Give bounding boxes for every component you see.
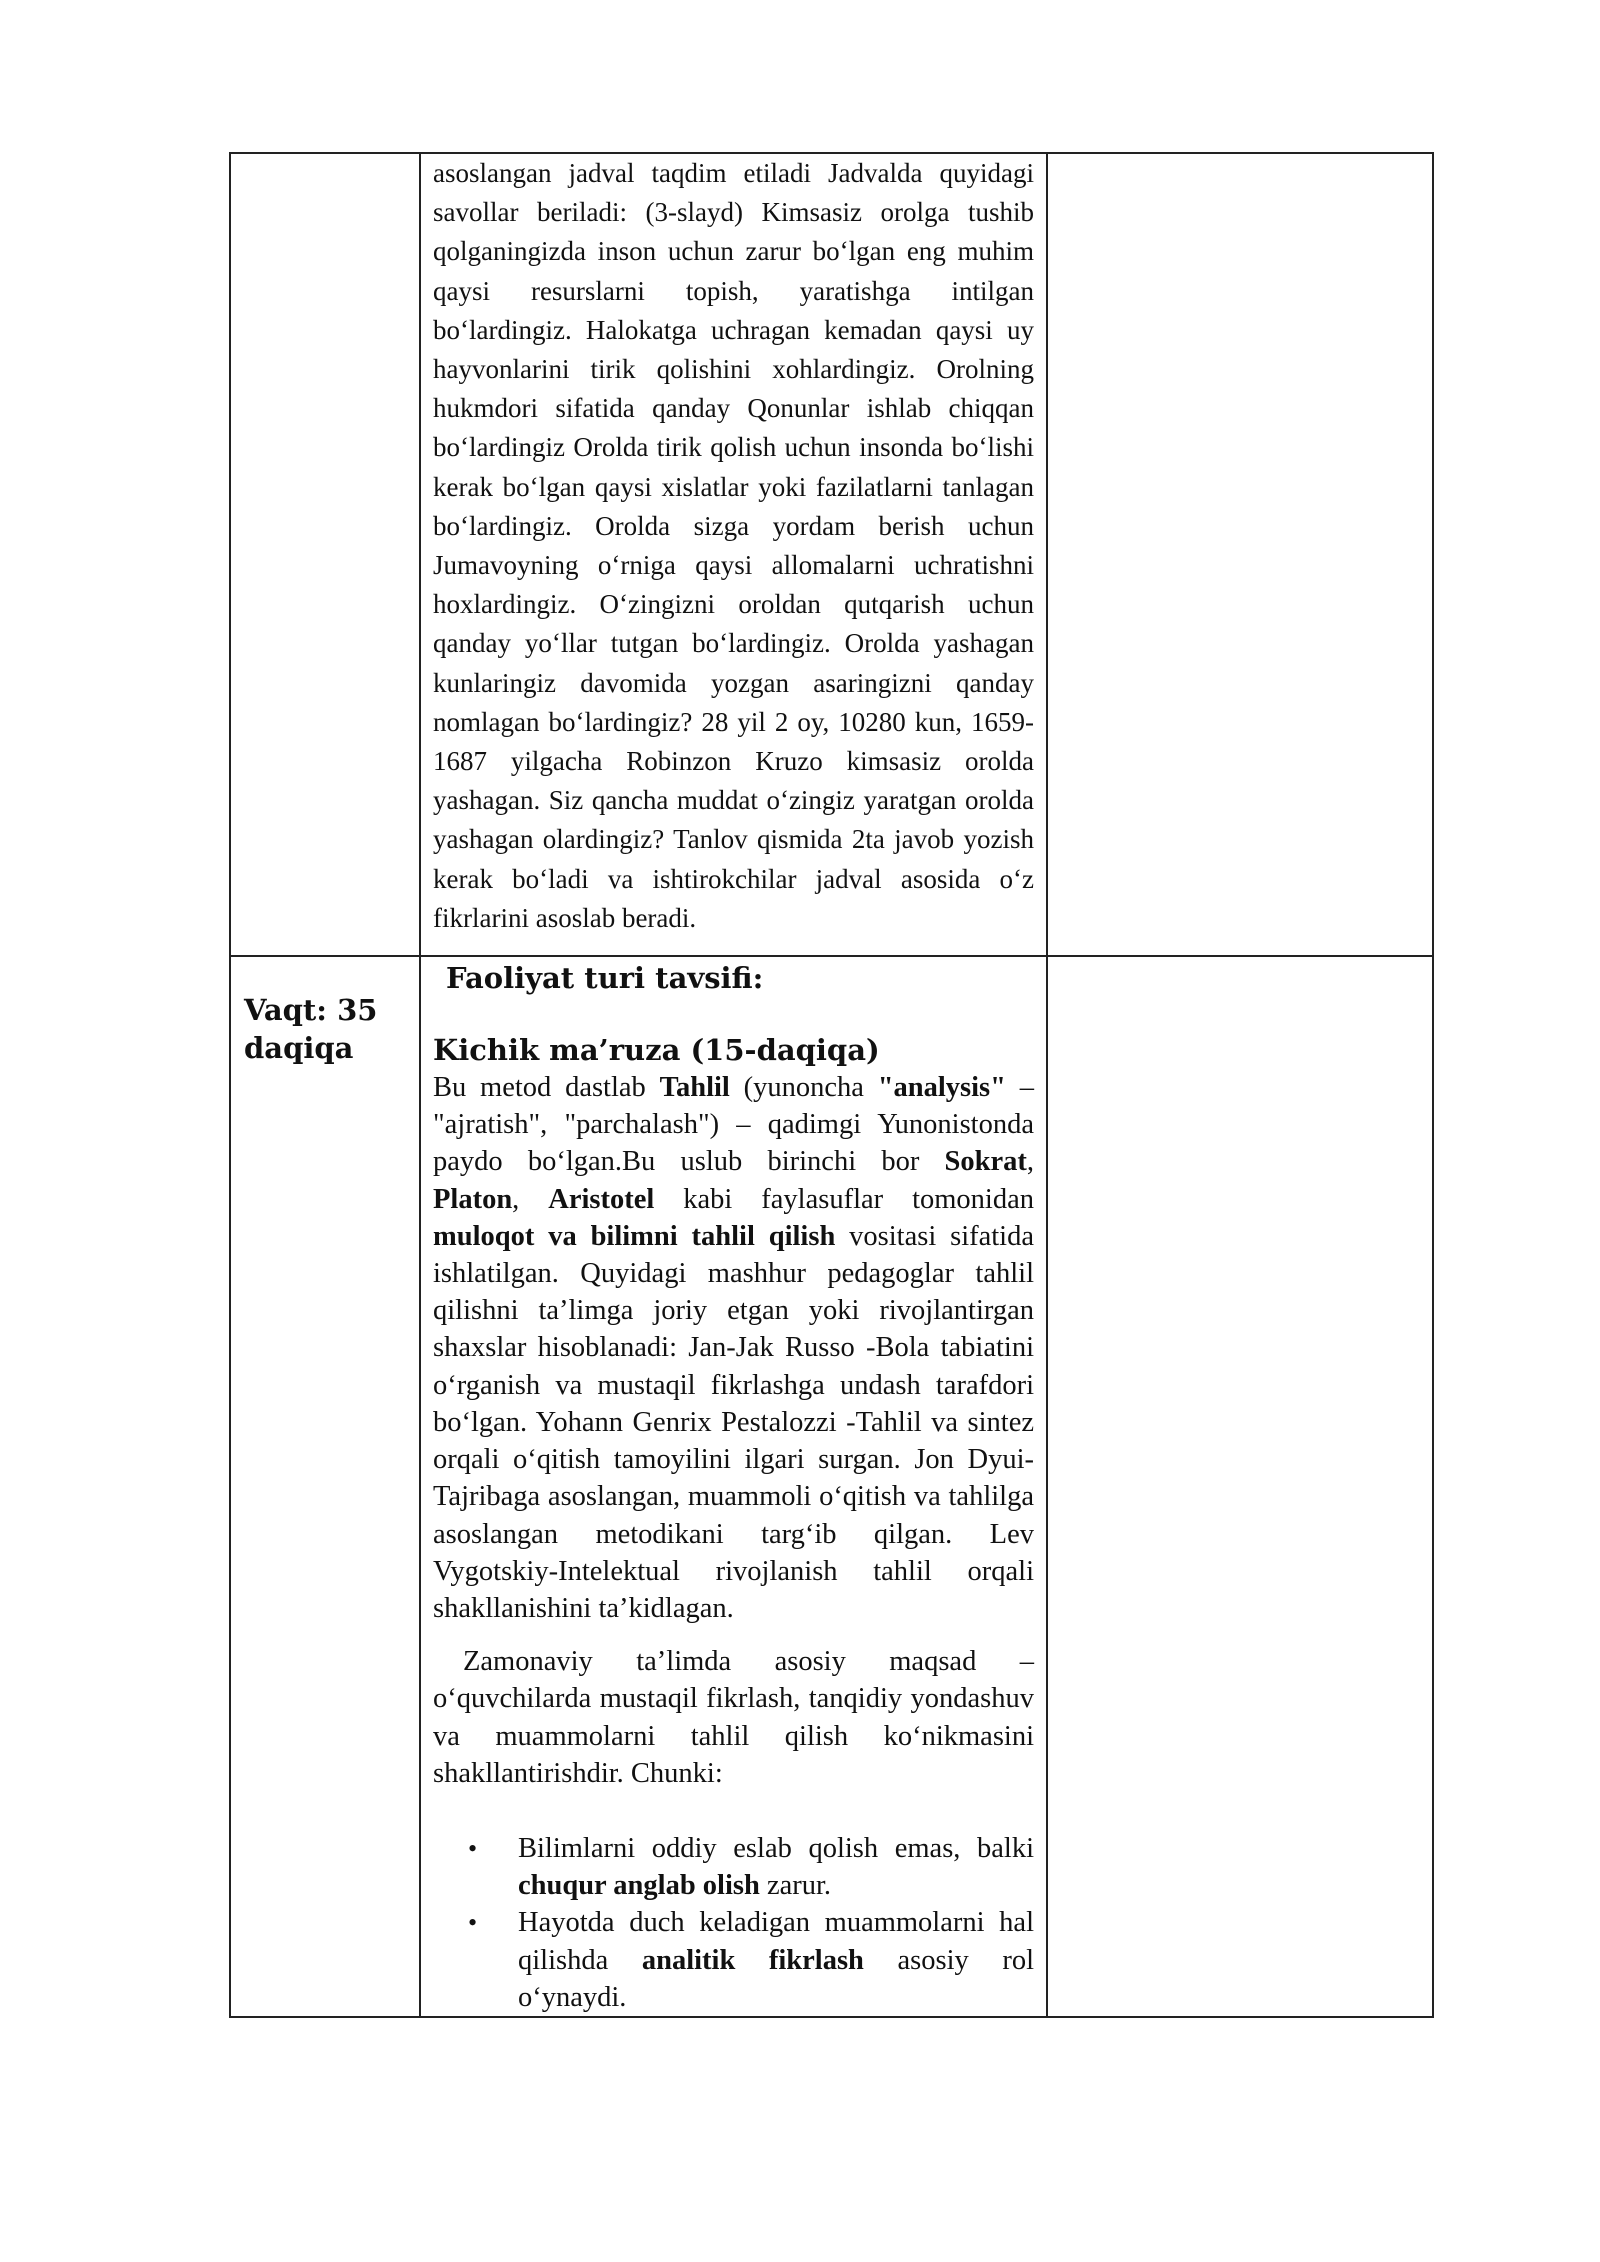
activity-cell <box>420 153 1047 956</box>
lesson-plan-table <box>229 152 1434 2018</box>
bullet-icon: • <box>468 1833 478 1863</box>
time-label: Vaqt: 35 daqiqa <box>244 993 378 1066</box>
activity-type-heading: Faoliyat turi tavsifi: <box>446 961 764 996</box>
bullet-icon: • <box>468 1908 478 1938</box>
table-row <box>230 153 1433 956</box>
time-cell <box>230 956 420 2017</box>
mini-lecture-heading: Kichik ma’ruza (15-daqiqa) <box>433 1033 880 1068</box>
method-history-paragraph: Bu metod dastlab Tahlil (yunoncha "analysis" – "ajratish", "parchalash") – qadimgi Yunonistonda paydo bo‘lgan.Bu uslub birinchi bor Sokrat, Platon, Aristotel kabi faylasuflar tomonidan muloqot va bilimni tahlil qilish vositasi sifatida ishlatilgan. Quyidagi mashhur pedagoglar tahlil qilishni ta’limga joriy etgan yoki rivojlantirgan shaxslar hisoblanadi: Jan-Jak Russo -Bola tabiatini o‘rganish va mustaqil fikrlashga undash tarafdori bo‘lgan. Yohann Genrix Pestalozzi -Tahlil va sintez orqali o‘qitish tamoyilini ilgari surgan. Jon Dyui-Tajribaga asoslangan, muammoli o‘qitish va tahlilga asoslangan metodikani targ‘ib qilgan. Lev Vygotskiy-Intelektual rivojlanish tahlil orqali shakllanishini ta’kidlagan. <box>433 1072 1035 1624</box>
activity-description-text: asoslangan jadval taqdim etiladi Jadvalda quyidagi savollar beriladi: (3-slayd) Kimsasiz orolga tushib qolganingizda inson uchun zarur bo‘lgan eng muhim qaysi resurslarni topish, yaratishga intilgan bo‘lardingiz. Halokatga uchragan kemadan qaysi uy hayvonlarini tirik qolishini xohlardingiz. Orolning hukmdori sifatida qanday Qonunlar ishlab chiqqan bo‘lardingiz Orolda tirik qolish uchun insonda bo‘lishi kerak bo‘lgan qaysi xislatlar yoki fazilatlarni tanlagan bo‘lardingiz. Orolda sizga yordam berish uchun Jumavoyning o‘rniga qaysi allomalarni uchratishni hoxlardingiz. O‘zingizni oroldan qutqarish uchun qanday yo‘llar tutgan bo‘lardingiz. Orolda yashagan kunlaringiz davomida yozgan asaringizni qanday nomlagan bo‘lardingiz? 28 yil 2 oy, 10280 kun, 1659-1687 yilgacha Robinzon Kruzo kimsasiz orolda yashagan. Siz qancha muddat o‘zingiz yaratgan orolda yashagan olardingiz? Tanlov qismida 2ta javob yozish kerak bo‘ladi va ishtirokchilar jadval asosida o‘z fikrlarini asoslab beradi. <box>433 158 1034 933</box>
activity-cell <box>420 956 1047 2017</box>
table-row <box>230 956 1433 2017</box>
reasons-list <box>421 1830 1046 2016</box>
notes-cell-empty <box>1047 153 1433 956</box>
time-cell-empty <box>230 153 420 956</box>
notes-cell-empty <box>1047 956 1433 2017</box>
list-item: • Hayotda duch keladigan muammolarni hal qilishda analitik fikrlash asosiy rol o‘ynaydi. <box>518 1904 1034 2016</box>
modern-education-paragraph: Zamonaviy ta’limda asosiy maqsad – o‘quvchilarda mustaqil fikrlash, tanqidiy yondashuv va muammolarni tahlil qilish ko‘nikmasini shakllantirishdir. Chunki: <box>433 1646 1034 1789</box>
list-item: • Bilimlarni oddiy eslab qolish emas, balki chuqur anglab olish zarur. <box>518 1830 1034 1904</box>
